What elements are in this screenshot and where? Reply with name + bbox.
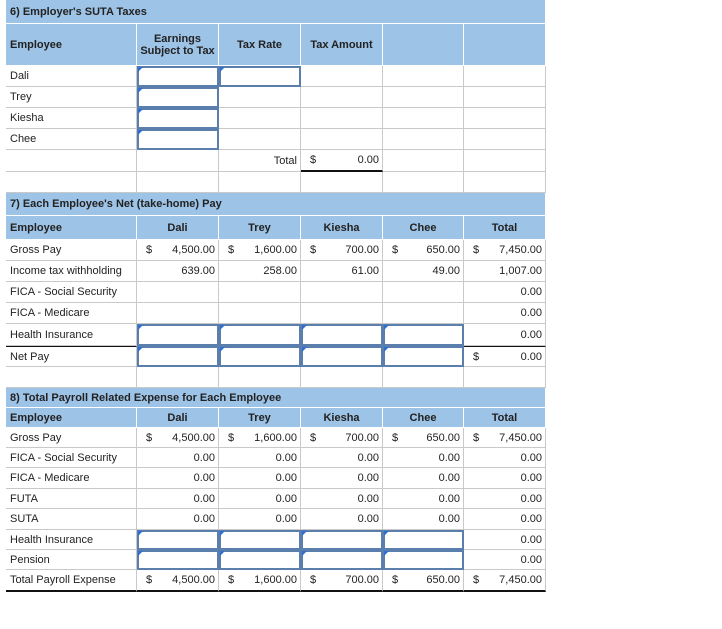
value-chee: 650.00 [426, 431, 460, 444]
s6-earnings-input-dali[interactable] [137, 66, 219, 87]
value-dali: 0.00 [137, 509, 219, 530]
s8-header-dali: Dali [137, 408, 219, 428]
value-total: 0.00 [520, 350, 542, 363]
value-kiesha: 0.00 [301, 509, 383, 530]
s8-health-input-chee[interactable] [383, 530, 464, 550]
value-chee: 0.00 [383, 448, 464, 468]
dollar-sign: $ [473, 350, 480, 363]
employee-name: Dali [6, 66, 137, 87]
s7-health-input-trey[interactable] [219, 324, 301, 346]
row-label: Health Insurance [6, 324, 137, 346]
row-label: Gross Pay [6, 240, 137, 261]
value-dali: 4,500.00 [172, 244, 215, 256]
value-kiesha: 700.00 [345, 244, 379, 256]
value-total: 0.00 [464, 509, 546, 530]
s6-earnings-input-kiesha[interactable] [137, 108, 219, 129]
dollar-sign: $ [473, 431, 480, 444]
value-total: 7,450.00 [499, 574, 542, 586]
value-trey: 0.00 [219, 468, 301, 489]
value-dali: 0.00 [137, 489, 219, 509]
s7-header-kiesha: Kiesha [301, 216, 383, 240]
s6-header-employee: Employee [6, 24, 137, 66]
s8-header-employee: Employee [6, 408, 137, 428]
value-total: 0.00 [464, 282, 546, 303]
section-7-title: 7) Each Employee's Net (take-home) Pay [6, 193, 546, 216]
s7-health-input-dali[interactable] [137, 324, 219, 346]
s6-header-blank [464, 24, 546, 66]
value-dali: 0.00 [137, 448, 219, 468]
value-total: 0.00 [464, 303, 546, 324]
value-total: 0.00 [464, 324, 546, 346]
s6-header-earnings: Earnings Subject to Tax [137, 24, 219, 66]
dollar-sign: $ [146, 244, 153, 256]
s8-header-chee: Chee [383, 408, 464, 428]
dollar-sign: $ [310, 574, 317, 586]
s7-health-input-chee[interactable] [383, 324, 464, 346]
value-chee: 0.00 [383, 509, 464, 530]
section-6-title: 6) Employer's SUTA Taxes [6, 0, 546, 24]
row-label: SUTA [6, 509, 137, 530]
value-kiesha: 61.00 [301, 261, 383, 282]
s8-pension-input-dali[interactable] [137, 550, 219, 570]
s7-header-total: Total [464, 216, 546, 240]
dollar-sign: $ [392, 574, 399, 586]
value-dali: 4,500.00 [172, 574, 215, 586]
s6-header-tax-amount: Tax Amount [301, 24, 383, 66]
row-label: Gross Pay [6, 428, 137, 448]
row-label: Total Payroll Expense [6, 570, 137, 592]
value-kiesha: 700.00 [345, 574, 379, 586]
value-total: 0.00 [464, 448, 546, 468]
employee-name: Kiesha [6, 108, 137, 129]
s7-health-input-kiesha[interactable] [301, 324, 383, 346]
dollar-sign: $ [146, 574, 153, 586]
spreadsheet [6, 0, 546, 600]
s8-header-trey: Trey [219, 408, 301, 428]
value-total: 0.00 [464, 489, 546, 509]
s8-health-input-kiesha[interactable] [301, 530, 383, 550]
value-total: 0.00 [464, 530, 546, 550]
s6-total-cell [301, 150, 383, 172]
s8-health-input-dali[interactable] [137, 530, 219, 550]
employee-name: Trey [6, 87, 137, 108]
s6-tax-rate-input[interactable] [219, 66, 301, 87]
s6-earnings-input-trey[interactable] [137, 87, 219, 108]
value-trey: 258.00 [219, 261, 301, 282]
value-kiesha: 0.00 [301, 448, 383, 468]
value-total: 7,450.00 [499, 431, 542, 444]
s7-header-chee: Chee [383, 216, 464, 240]
dollar-sign: $ [310, 244, 317, 256]
row-label: Pension [6, 550, 137, 570]
dollar-sign: $ [473, 574, 480, 586]
row-label: Net Pay [6, 346, 137, 367]
s8-health-input-trey[interactable] [219, 530, 301, 550]
value-dali: 639.00 [137, 261, 219, 282]
row-label: FUTA [6, 489, 137, 509]
row-label: FICA - Medicare [6, 303, 137, 324]
value-chee: 0.00 [383, 489, 464, 509]
value-chee: 650.00 [426, 244, 460, 256]
value-trey: 0.00 [219, 489, 301, 509]
dollar-sign: $ [473, 244, 480, 256]
dollar-sign: $ [310, 154, 317, 166]
s6-total-label: Total [219, 150, 301, 172]
value-trey: 0.00 [219, 509, 301, 530]
dollar-sign: $ [228, 431, 235, 444]
s8-header-kiesha: Kiesha [301, 408, 383, 428]
value-chee: 0.00 [383, 468, 464, 489]
value-trey: 1,600.00 [254, 574, 297, 586]
value-chee: 49.00 [383, 261, 464, 282]
row-label: FICA - Social Security [6, 282, 137, 303]
dollar-sign: $ [392, 431, 399, 444]
value-total: 0.00 [464, 550, 546, 570]
dollar-sign: $ [146, 431, 153, 444]
row-label: FICA - Medicare [6, 468, 137, 489]
s8-pension-input-trey[interactable] [219, 550, 301, 570]
value-total: 0.00 [464, 468, 546, 489]
value-trey: 1,600.00 [254, 431, 297, 444]
dollar-sign: $ [228, 244, 235, 256]
s6-header-tax-rate: Tax Rate [219, 24, 301, 66]
s7-netpay-input-trey[interactable] [219, 346, 301, 367]
employee-name: Chee [6, 129, 137, 150]
dollar-sign: $ [310, 431, 317, 444]
s8-pension-input-chee[interactable] [383, 550, 464, 570]
value-trey: 0.00 [219, 448, 301, 468]
s7-netpay-input-kiesha[interactable] [301, 346, 383, 367]
value-dali: 0.00 [137, 468, 219, 489]
s8-header-total: Total [464, 408, 546, 428]
s7-header-trey: Trey [219, 216, 301, 240]
row-label: Health Insurance [6, 530, 137, 550]
s6-total-value: 0.00 [357, 154, 379, 166]
dollar-sign: $ [392, 244, 399, 256]
s6-earnings-input-chee[interactable] [137, 129, 219, 150]
s7-netpay-input-dali[interactable] [137, 346, 219, 367]
dollar-sign: $ [228, 574, 235, 586]
s8-pension-input-kiesha[interactable] [301, 550, 383, 570]
value-kiesha: 0.00 [301, 489, 383, 509]
s7-header-dali: Dali [137, 216, 219, 240]
s6-header-blank [383, 24, 464, 66]
row-label: Income tax withholding [6, 261, 137, 282]
value-dali: 4,500.00 [172, 431, 215, 444]
value-kiesha: 0.00 [301, 468, 383, 489]
s7-header-employee: Employee [6, 216, 137, 240]
value-trey: 1,600.00 [254, 244, 297, 256]
s7-netpay-input-chee[interactable] [383, 346, 464, 367]
value-total: 1,007.00 [464, 261, 546, 282]
row-label: FICA - Social Security [6, 448, 137, 468]
value-chee: 650.00 [426, 574, 460, 586]
value-total: 7,450.00 [499, 244, 542, 256]
value-kiesha: 700.00 [345, 431, 379, 444]
section-8-title: 8) Total Payroll Related Expense for Each Employee [6, 388, 546, 408]
